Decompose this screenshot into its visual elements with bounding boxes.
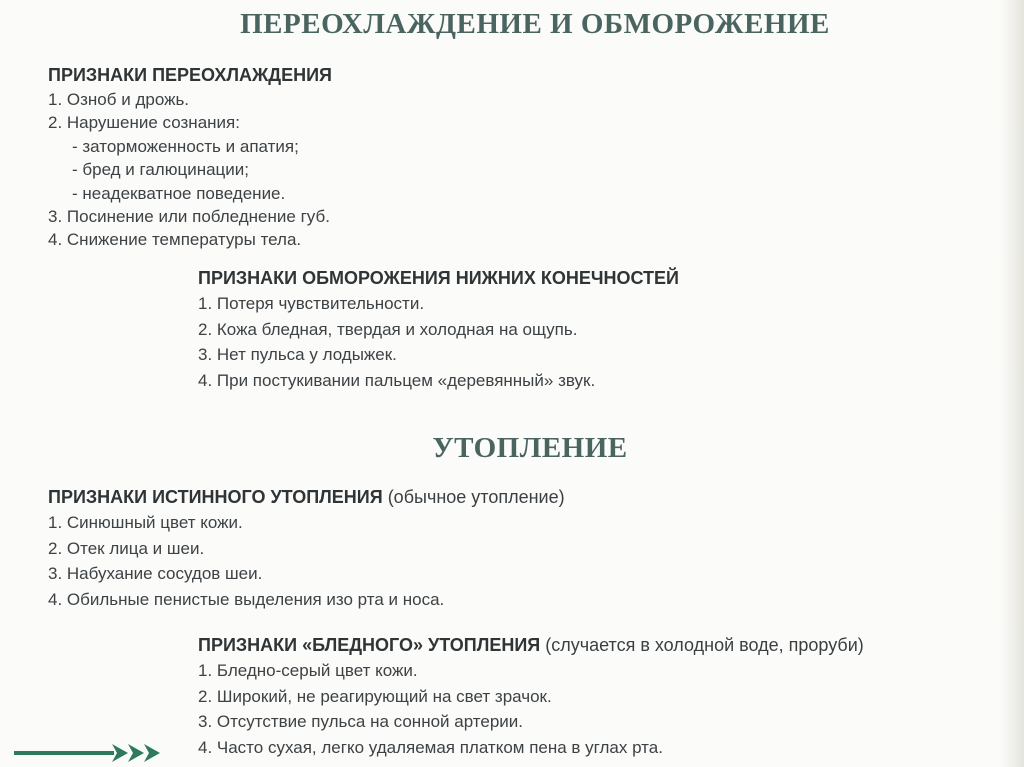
page-title-hypothermia: ПЕРЕОХЛАЖДЕНИЕ И ОБМОРОЖЕНИЕ xyxy=(240,8,830,40)
list-item: 4. Обильные пенистые выделения изо рта и носа. xyxy=(48,589,445,609)
list-item: 3. Посинение или побледнение губ. xyxy=(48,207,330,227)
list-item: 2. Широкий, не реагирующий на свет зрачок. xyxy=(198,686,552,706)
list-item: 3. Отсутствие пульса на сонной артерии. xyxy=(198,712,524,731)
list-item: 2. Нарушение сознания: xyxy=(48,113,240,133)
list-subitem: - неадекватное поведение. xyxy=(72,183,286,203)
list-item: 2. Кожа бледная, твердая и холодная на ощупь. xyxy=(198,319,578,339)
list-item: 1. Потеря чувствительности. xyxy=(198,294,425,313)
page-edge-shadow xyxy=(1000,0,1024,767)
section-heading-text: ПРИЗНАКИ ИСТИННОГО УТОПЛЕНИЯ xyxy=(48,487,383,507)
section-heading xyxy=(198,633,864,658)
list-item: 1. Синюшный цвет кожи. xyxy=(48,513,243,532)
section-true-drowning xyxy=(48,485,565,612)
list-item: 3. Нет пульса у лодыжек. xyxy=(198,345,397,364)
section-heading-note: (случается в холодной воде, проруби) xyxy=(545,635,864,655)
list-item: 4. Часто сухая, легко удаляемая платком пена в углах рта. xyxy=(198,737,663,757)
section-heading-text: ПРИЗНАКИ «БЛЕДНОГО» УТОПЛЕНИЯ xyxy=(198,635,541,655)
list-item: 1. Бледно-серый цвет кожи. xyxy=(198,661,418,680)
list-subitem: - бред и галюцинации; xyxy=(72,160,249,180)
list-item: 3. Набухание сосудов шеи. xyxy=(48,564,263,583)
list-item: 2. Отек лица и шеи. xyxy=(48,538,205,558)
section-hypothermia xyxy=(48,63,332,252)
page-title-drowning: УТОПЛЕНИЕ xyxy=(432,432,628,464)
section-pale-drowning xyxy=(198,633,864,760)
list-item: 1. Озноб и дрожь. xyxy=(48,90,190,109)
forward-arrow-icon[interactable] xyxy=(14,740,164,766)
list-subitem: - заторможенность и апатия; xyxy=(72,136,299,156)
section-heading: ПРИЗНАКИ ОБМОРОЖЕНИЯ НИЖНИХ КОНЕЧНОСТЕЙ xyxy=(198,268,679,288)
section-heading-note: (обычное утопление) xyxy=(387,487,565,507)
list-item: 4. При постукивании пальцем «деревянный» звук. xyxy=(198,370,596,390)
section-heading: ПРИЗНАКИ ПЕРЕОХЛАЖДЕНИЯ xyxy=(48,65,332,85)
section-heading xyxy=(48,485,565,510)
section-frostbite xyxy=(198,266,679,393)
list-item: 4. Снижение температуры тела. xyxy=(48,230,302,250)
